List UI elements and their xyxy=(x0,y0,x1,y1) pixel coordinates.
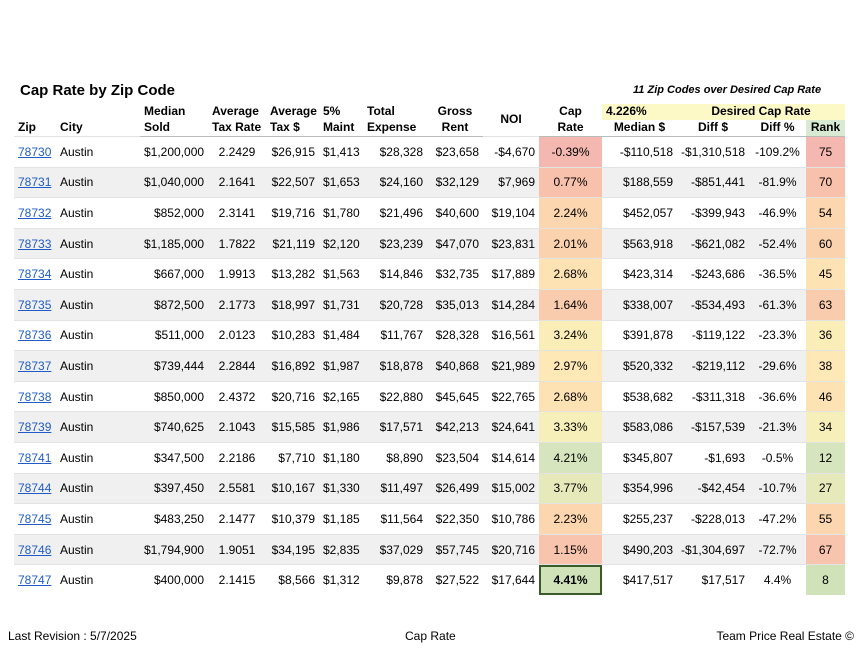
cell-median-dollar: $188,559 xyxy=(602,167,677,198)
cell-cap-rate: 4.21% xyxy=(539,442,602,473)
cell-city: Austin xyxy=(56,167,140,198)
cell-diff-dollar: -$851,441 xyxy=(677,167,749,198)
cell-diff-dollar: -$534,493 xyxy=(677,289,749,320)
cell-diff-dollar: -$399,943 xyxy=(677,198,749,229)
footer-center: Cap Rate xyxy=(405,629,456,643)
cell-rank: 67 xyxy=(806,534,845,565)
table-row xyxy=(14,565,845,595)
cell-maint: $1,653 xyxy=(319,167,363,198)
col-maint-2: Maint xyxy=(319,120,363,137)
cell-cap-rate: 2.24% xyxy=(539,198,602,229)
col-median-dollar: Median $ xyxy=(602,120,677,137)
col-zip: Zip xyxy=(18,120,36,134)
cell-median-dollar: $490,203 xyxy=(602,534,677,565)
cell-noi: $17,889 xyxy=(483,259,539,290)
col-tax-2: Tax $ xyxy=(266,120,319,137)
cell-median-dollar: $354,996 xyxy=(602,473,677,504)
cell-cap-rate: 4.41% xyxy=(539,565,602,595)
cell-maint: $1,180 xyxy=(319,442,363,473)
cell-cap-rate: 3.24% xyxy=(539,320,602,351)
cell-zip xyxy=(14,289,56,320)
cell-zip xyxy=(14,442,56,473)
cell-diff-pct: 4.4% xyxy=(749,565,806,595)
cell-median-sold: $872,500 xyxy=(140,289,208,320)
cell-rent: $35,013 xyxy=(427,289,483,320)
col-median-sold-1: Median xyxy=(144,104,186,118)
cell-diff-pct: -46.9% xyxy=(749,198,806,229)
cell-median-sold: $739,444 xyxy=(140,351,208,382)
cell-zip xyxy=(14,198,56,229)
cell-expense: $28,328 xyxy=(363,137,427,168)
cell-median-sold: $400,000 xyxy=(140,565,208,595)
col-city: City xyxy=(60,120,83,134)
cell-tax-rate: 2.4372 xyxy=(208,381,266,412)
cell-cap-rate: 3.77% xyxy=(539,473,602,504)
cell-rank: 36 xyxy=(806,320,845,351)
zip-link[interactable]: 78746 xyxy=(18,542,52,557)
cell-expense: $23,239 xyxy=(363,228,427,259)
cell-tax: $10,167 xyxy=(266,473,319,504)
cell-median-dollar: $538,682 xyxy=(602,381,677,412)
col-tax-rate-1: Average xyxy=(212,104,259,118)
cell-cap-rate: -0.39% xyxy=(539,137,602,168)
table-row xyxy=(14,351,845,382)
cell-rent: $45,645 xyxy=(427,381,483,412)
footer-last-revision: Last Revision : 5/7/2025 xyxy=(8,629,137,643)
cell-diff-dollar: -$243,686 xyxy=(677,259,749,290)
table-row xyxy=(14,259,845,290)
cell-tax: $10,283 xyxy=(266,320,319,351)
cell-rent: $23,658 xyxy=(427,137,483,168)
cell-maint: $1,986 xyxy=(319,412,363,443)
cell-noi: $21,989 xyxy=(483,351,539,382)
cell-tax: $20,716 xyxy=(266,381,319,412)
cell-rank: 46 xyxy=(806,381,845,412)
cell-rent: $27,522 xyxy=(427,565,483,595)
cell-zip xyxy=(14,259,56,290)
cell-median-sold: $667,000 xyxy=(140,259,208,290)
zip-link[interactable]: 78745 xyxy=(18,511,52,526)
cell-diff-pct: -36.5% xyxy=(749,259,806,290)
cell-tax: $13,282 xyxy=(266,259,319,290)
zip-link[interactable]: 78733 xyxy=(18,236,52,251)
cell-rank: 60 xyxy=(806,228,845,259)
cell-rent: $26,499 xyxy=(427,473,483,504)
zip-link[interactable]: 78744 xyxy=(18,481,52,496)
zip-link[interactable]: 78734 xyxy=(18,267,52,282)
cell-diff-pct: -23.3% xyxy=(749,320,806,351)
footer-right: Team Price Real Estate © xyxy=(716,629,854,643)
cell-expense: $9,878 xyxy=(363,565,427,595)
cell-zip xyxy=(14,320,56,351)
cell-median-dollar: $583,086 xyxy=(602,412,677,443)
cell-maint: $2,120 xyxy=(319,228,363,259)
cell-noi: $14,614 xyxy=(483,442,539,473)
cell-noi: $7,969 xyxy=(483,167,539,198)
cell-cap-rate: 3.33% xyxy=(539,412,602,443)
cell-city: Austin xyxy=(56,289,140,320)
header-row-top xyxy=(14,104,845,120)
cell-cap-rate: 2.68% xyxy=(539,381,602,412)
col-noi: NOI xyxy=(500,112,522,126)
cell-median-dollar: $423,314 xyxy=(602,259,677,290)
zip-link[interactable]: 78736 xyxy=(18,328,52,343)
zip-link[interactable]: 78735 xyxy=(18,297,52,312)
cell-noi: $22,765 xyxy=(483,381,539,412)
cell-city: Austin xyxy=(56,351,140,382)
cell-diff-pct: -61.3% xyxy=(749,289,806,320)
table-row xyxy=(14,198,845,229)
cell-diff-dollar: -$219,112 xyxy=(677,351,749,382)
cell-expense: $21,496 xyxy=(363,198,427,229)
cell-maint: $1,987 xyxy=(319,351,363,382)
zip-link[interactable]: 78732 xyxy=(18,205,52,220)
cell-noi: $16,561 xyxy=(483,320,539,351)
table-row xyxy=(14,228,845,259)
cell-median-dollar: $417,517 xyxy=(602,565,677,595)
cell-median-dollar: -$110,518 xyxy=(602,137,677,168)
cell-tax-rate: 2.1415 xyxy=(208,565,266,595)
cell-maint: $1,731 xyxy=(319,289,363,320)
cell-rent: $57,745 xyxy=(427,534,483,565)
cell-noi: $19,104 xyxy=(483,198,539,229)
cell-median-dollar: $345,807 xyxy=(602,442,677,473)
cell-rank: 34 xyxy=(806,412,845,443)
cell-city: Austin xyxy=(56,412,140,443)
cell-zip xyxy=(14,504,56,535)
cell-rank: 38 xyxy=(806,351,845,382)
cell-diff-dollar: -$119,122 xyxy=(677,320,749,351)
col-tax-1: Average xyxy=(270,104,317,118)
col-maint-1: 5% xyxy=(323,104,341,118)
cell-maint: $1,780 xyxy=(319,198,363,229)
cell-expense: $11,497 xyxy=(363,473,427,504)
cell-tax-rate: 2.2844 xyxy=(208,351,266,382)
cell-diff-pct: -21.3% xyxy=(749,412,806,443)
cell-median-sold: $852,000 xyxy=(140,198,208,229)
cell-cap-rate: 2.01% xyxy=(539,228,602,259)
cell-diff-pct: -72.7% xyxy=(749,534,806,565)
cell-noi: $10,786 xyxy=(483,504,539,535)
cap-rate-table xyxy=(14,104,845,595)
cell-zip xyxy=(14,565,56,595)
cell-rent: $22,350 xyxy=(427,504,483,535)
cell-diff-pct: -109.2% xyxy=(749,137,806,168)
col-cap-1: Cap xyxy=(559,104,582,118)
cell-zip xyxy=(14,534,56,565)
cell-rank: 45 xyxy=(806,259,845,290)
col-expense-1: Total xyxy=(367,104,395,118)
cell-city: Austin xyxy=(56,534,140,565)
table-row xyxy=(14,167,845,198)
cell-cap-rate: 1.64% xyxy=(539,289,602,320)
page-title: Cap Rate by Zip Code xyxy=(20,82,176,99)
cell-diff-dollar: -$1,693 xyxy=(677,442,749,473)
cell-median-sold: $1,200,000 xyxy=(140,137,208,168)
cell-zip xyxy=(14,351,56,382)
cell-tax-rate: 2.1043 xyxy=(208,412,266,443)
cell-cap-rate: 1.15% xyxy=(539,534,602,565)
cell-median-sold: $850,000 xyxy=(140,381,208,412)
cell-diff-pct: -29.6% xyxy=(749,351,806,382)
cell-diff-dollar: -$157,539 xyxy=(677,412,749,443)
cell-expense: $37,029 xyxy=(363,534,427,565)
cell-tax-rate: 2.2186 xyxy=(208,442,266,473)
cell-tax-rate: 2.1477 xyxy=(208,504,266,535)
cell-rent: $40,600 xyxy=(427,198,483,229)
cell-tax-rate: 1.7822 xyxy=(208,228,266,259)
cell-rent: $47,070 xyxy=(427,228,483,259)
cell-median-sold: $740,625 xyxy=(140,412,208,443)
cell-diff-dollar: -$1,304,697 xyxy=(677,534,749,565)
cell-median-sold: $483,250 xyxy=(140,504,208,535)
cell-expense: $20,728 xyxy=(363,289,427,320)
col-cap-2: Rate xyxy=(539,120,602,137)
cell-diff-dollar: -$228,013 xyxy=(677,504,749,535)
cell-median-dollar: $255,237 xyxy=(602,504,677,535)
cell-median-dollar: $520,332 xyxy=(602,351,677,382)
cell-rank: 12 xyxy=(806,442,845,473)
cell-cap-rate: 0.77% xyxy=(539,167,602,198)
cell-rank: 8 xyxy=(806,565,845,595)
cell-zip xyxy=(14,473,56,504)
cell-noi: $24,641 xyxy=(483,412,539,443)
cell-diff-dollar: -$621,082 xyxy=(677,228,749,259)
cell-maint: $1,563 xyxy=(319,259,363,290)
cell-city: Austin xyxy=(56,473,140,504)
cell-noi: $14,284 xyxy=(483,289,539,320)
cell-diff-dollar: -$42,454 xyxy=(677,473,749,504)
cell-tax-rate: 2.1773 xyxy=(208,289,266,320)
cell-tax-rate: 1.9913 xyxy=(208,259,266,290)
cell-tax: $7,710 xyxy=(266,442,319,473)
cell-median-dollar: $563,918 xyxy=(602,228,677,259)
cell-zip xyxy=(14,381,56,412)
cell-tax: $8,566 xyxy=(266,565,319,595)
cell-tax: $26,915 xyxy=(266,137,319,168)
cell-tax-rate: 2.3141 xyxy=(208,198,266,229)
cell-median-dollar: $452,057 xyxy=(602,198,677,229)
cell-rent: $23,504 xyxy=(427,442,483,473)
cell-tax-rate: 2.5581 xyxy=(208,473,266,504)
cell-expense: $8,890 xyxy=(363,442,427,473)
cell-diff-dollar: -$311,318 xyxy=(677,381,749,412)
cell-noi: $17,644 xyxy=(483,565,539,595)
cell-city: Austin xyxy=(56,137,140,168)
zip-link[interactable]: 78739 xyxy=(18,420,52,435)
desired-rate-label: Desired Cap Rate xyxy=(677,104,845,120)
cell-tax-rate: 2.1641 xyxy=(208,167,266,198)
cell-diff-pct: -0.5% xyxy=(749,442,806,473)
col-rank: Rank xyxy=(806,120,845,137)
cell-zip xyxy=(14,412,56,443)
cell-tax: $16,892 xyxy=(266,351,319,382)
cell-city: Austin xyxy=(56,565,140,595)
cell-median-sold: $397,450 xyxy=(140,473,208,504)
cell-median-dollar: $338,007 xyxy=(602,289,677,320)
cell-rank: 27 xyxy=(806,473,845,504)
table-row xyxy=(14,137,845,168)
cell-rank: 63 xyxy=(806,289,845,320)
zip-link[interactable]: 78731 xyxy=(18,175,52,190)
cell-tax: $34,195 xyxy=(266,534,319,565)
cell-rent: $32,129 xyxy=(427,167,483,198)
cell-noi: $23,831 xyxy=(483,228,539,259)
cell-cap-rate: 2.97% xyxy=(539,351,602,382)
cell-tax: $21,119 xyxy=(266,228,319,259)
cell-city: Austin xyxy=(56,259,140,290)
table-body xyxy=(14,137,845,595)
cell-maint: $1,185 xyxy=(319,504,363,535)
cell-city: Austin xyxy=(56,228,140,259)
cell-city: Austin xyxy=(56,504,140,535)
zip-link[interactable]: 78730 xyxy=(18,144,52,159)
table-row xyxy=(14,381,845,412)
cell-expense: $22,880 xyxy=(363,381,427,412)
cell-rent: $40,868 xyxy=(427,351,483,382)
table-row xyxy=(14,504,845,535)
cell-zip xyxy=(14,167,56,198)
cell-median-sold: $511,000 xyxy=(140,320,208,351)
cell-noi: $20,716 xyxy=(483,534,539,565)
col-diff-dollar: Diff $ xyxy=(677,120,749,137)
cell-expense: $11,767 xyxy=(363,320,427,351)
cell-diff-pct: -36.6% xyxy=(749,381,806,412)
cell-rank: 70 xyxy=(806,167,845,198)
cell-median-sold: $1,040,000 xyxy=(140,167,208,198)
cell-tax: $22,507 xyxy=(266,167,319,198)
zip-link[interactable]: 78747 xyxy=(18,573,52,588)
cell-cap-rate: 2.23% xyxy=(539,504,602,535)
col-expense-2: Expense xyxy=(363,120,427,137)
table-row xyxy=(14,320,845,351)
table-row xyxy=(14,473,845,504)
cell-zip xyxy=(14,228,56,259)
cell-noi: $15,002 xyxy=(483,473,539,504)
col-rent-2: Rent xyxy=(427,120,483,137)
cell-tax-rate: 2.2429 xyxy=(208,137,266,168)
cell-tax: $10,379 xyxy=(266,504,319,535)
cell-expense: $11,564 xyxy=(363,504,427,535)
table-row xyxy=(14,442,845,473)
cell-maint: $1,330 xyxy=(319,473,363,504)
cell-expense: $24,160 xyxy=(363,167,427,198)
cell-maint: $2,165 xyxy=(319,381,363,412)
cell-tax: $15,585 xyxy=(266,412,319,443)
subtitle-zip-count: 11 Zip Codes over Desired Cap Rate xyxy=(633,84,822,96)
table-row xyxy=(14,289,845,320)
cell-city: Austin xyxy=(56,442,140,473)
cell-maint: $1,484 xyxy=(319,320,363,351)
cell-tax-rate: 1.9051 xyxy=(208,534,266,565)
cell-diff-dollar: -$1,310,518 xyxy=(677,137,749,168)
cell-expense: $18,878 xyxy=(363,351,427,382)
table-row xyxy=(14,534,845,565)
cell-rent: $28,328 xyxy=(427,320,483,351)
cell-median-sold: $347,500 xyxy=(140,442,208,473)
cell-tax: $19,716 xyxy=(266,198,319,229)
cell-rent: $42,213 xyxy=(427,412,483,443)
cell-maint: $1,413 xyxy=(319,137,363,168)
cell-diff-pct: -47.2% xyxy=(749,504,806,535)
col-diff-pct: Diff % xyxy=(749,120,806,137)
cell-expense: $14,846 xyxy=(363,259,427,290)
cell-city: Austin xyxy=(56,320,140,351)
cell-diff-dollar: $17,517 xyxy=(677,565,749,595)
cell-zip xyxy=(14,137,56,168)
cell-rank: 54 xyxy=(806,198,845,229)
cell-noi: -$4,670 xyxy=(483,137,539,168)
cell-diff-pct: -10.7% xyxy=(749,473,806,504)
desired-rate-value: 4.226% xyxy=(602,104,677,120)
zip-link[interactable]: 78737 xyxy=(18,358,52,373)
cell-city: Austin xyxy=(56,198,140,229)
cell-median-sold: $1,185,000 xyxy=(140,228,208,259)
cell-diff-pct: -81.9% xyxy=(749,167,806,198)
zip-link[interactable]: 78738 xyxy=(18,389,52,404)
cell-rent: $32,735 xyxy=(427,259,483,290)
cell-tax: $18,997 xyxy=(266,289,319,320)
cell-city: Austin xyxy=(56,381,140,412)
col-tax-rate-2: Tax Rate xyxy=(208,120,266,137)
cell-expense: $17,571 xyxy=(363,412,427,443)
cell-diff-pct: -52.4% xyxy=(749,228,806,259)
cell-maint: $1,312 xyxy=(319,565,363,595)
cell-rank: 75 xyxy=(806,137,845,168)
cell-median-sold: $1,794,900 xyxy=(140,534,208,565)
cell-tax-rate: 2.0123 xyxy=(208,320,266,351)
table-row xyxy=(14,412,845,443)
col-rent-1: Gross xyxy=(437,104,473,118)
zip-link[interactable]: 78741 xyxy=(18,450,52,465)
cell-cap-rate: 2.68% xyxy=(539,259,602,290)
cell-median-dollar: $391,878 xyxy=(602,320,677,351)
col-median-sold-2: Sold xyxy=(140,120,208,137)
cell-rank: 55 xyxy=(806,504,845,535)
cell-maint: $2,835 xyxy=(319,534,363,565)
